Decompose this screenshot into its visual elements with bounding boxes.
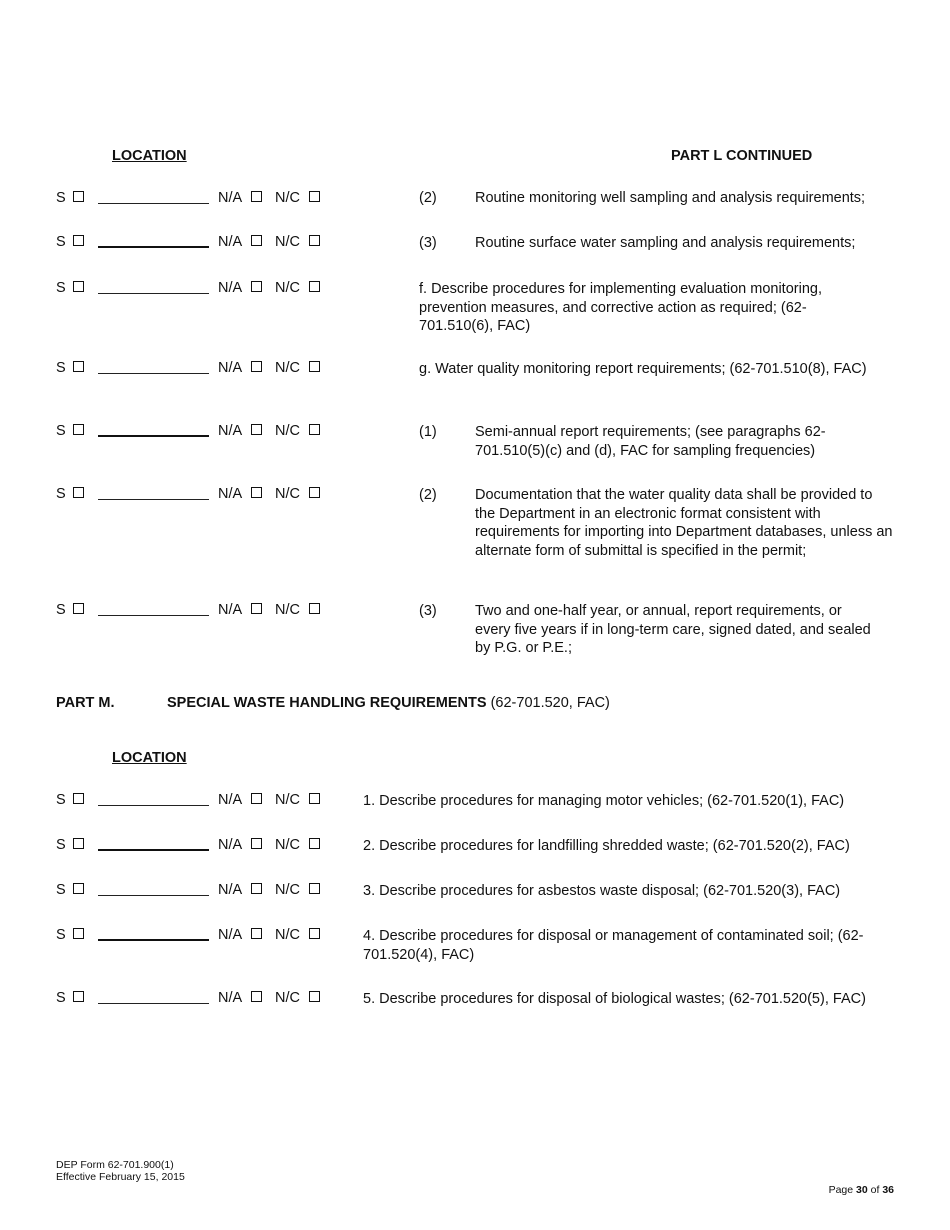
na-checkbox[interactable] (251, 235, 262, 246)
s-checkbox[interactable] (73, 928, 84, 939)
part-m-reference: (62-701.520, FAC) (490, 695, 610, 711)
control-row (56, 233, 336, 253)
item-text: 3. Describe procedures for asbestos waste disposal; (62-701.520(3), FAC) (363, 883, 841, 899)
nc-checkbox[interactable] (309, 928, 320, 939)
location-line[interactable] (98, 805, 209, 806)
control-row (56, 601, 336, 621)
item-number: (3) (419, 603, 437, 619)
nc-checkbox[interactable] (309, 361, 320, 372)
s-label: S (56, 602, 66, 618)
item-text: Routine monitoring well sampling and analysis requirements; (475, 190, 866, 206)
s-checkbox[interactable] (73, 361, 84, 372)
page-of: of (870, 1184, 880, 1196)
nc-label: N/C (275, 234, 300, 250)
location-line[interactable] (98, 373, 209, 374)
page-prefix: Page (828, 1184, 854, 1196)
s-label: S (56, 837, 66, 853)
part-m-title: SPECIAL WASTE HANDLING REQUIREMENTS (167, 695, 487, 711)
s-label: S (56, 234, 66, 250)
na-checkbox[interactable] (251, 838, 262, 849)
s-label: S (56, 927, 66, 943)
nc-checkbox[interactable] (309, 793, 320, 804)
item-text: 4. Describe procedures for disposal or management of contaminated soil; (62-701.520(4), FAC) (363, 928, 864, 963)
na-label: N/A (218, 792, 243, 808)
item-text: Documentation that the water quality data shall be provided to the Department in an electronic format consistent with requirements for importing into Department databases, unless an alternate form of submittal is specified in the permit; (475, 487, 893, 559)
part-m-heading (167, 695, 610, 711)
location-line[interactable] (98, 203, 209, 204)
s-checkbox[interactable] (73, 487, 84, 498)
s-checkbox[interactable] (73, 838, 84, 849)
nc-label: N/C (275, 190, 300, 206)
s-checkbox[interactable] (73, 281, 84, 292)
nc-label: N/C (275, 927, 300, 943)
page-indicator (829, 1184, 894, 1196)
nc-checkbox[interactable] (309, 838, 320, 849)
s-checkbox[interactable] (73, 191, 84, 202)
location-line[interactable] (98, 499, 209, 500)
na-label: N/A (218, 882, 243, 898)
na-label: N/A (218, 190, 243, 206)
na-checkbox[interactable] (251, 424, 262, 435)
nc-checkbox[interactable] (309, 991, 320, 1002)
control-row (56, 989, 336, 1009)
location-line[interactable] (98, 939, 209, 941)
s-checkbox[interactable] (73, 424, 84, 435)
effective-date: Effective February 15, 2015 (56, 1171, 185, 1183)
nc-label: N/C (275, 360, 300, 376)
s-label: S (56, 486, 66, 502)
na-checkbox[interactable] (251, 991, 262, 1002)
location-line[interactable] (98, 849, 209, 851)
nc-checkbox[interactable] (309, 235, 320, 246)
na-label: N/A (218, 990, 243, 1006)
nc-label: N/C (275, 837, 300, 853)
control-row (56, 881, 336, 901)
location-line[interactable] (98, 435, 209, 437)
s-label: S (56, 190, 66, 206)
control-row (56, 836, 336, 856)
page-current: 30 (856, 1184, 868, 1196)
item-text: 2. Describe procedures for landfilling shredded waste; (62-701.520(2), FAC) (363, 838, 850, 854)
location-header: LOCATION (112, 750, 187, 766)
na-label: N/A (218, 280, 243, 296)
nc-checkbox[interactable] (309, 487, 320, 498)
nc-checkbox[interactable] (309, 603, 320, 614)
na-checkbox[interactable] (251, 191, 262, 202)
s-checkbox[interactable] (73, 235, 84, 246)
control-row (56, 359, 336, 379)
na-checkbox[interactable] (251, 361, 262, 372)
na-label: N/A (218, 927, 243, 943)
part-m-label: PART M. (56, 695, 115, 711)
s-label: S (56, 360, 66, 376)
na-checkbox[interactable] (251, 603, 262, 614)
s-label: S (56, 882, 66, 898)
nc-label: N/C (275, 280, 300, 296)
nc-checkbox[interactable] (309, 281, 320, 292)
na-label: N/A (218, 360, 243, 376)
item-text: f. Describe procedures for implementing evaluation monitoring, prevention measures, and corrective action as required; (62-701.510(6), FAC) (419, 281, 822, 334)
nc-label: N/C (275, 602, 300, 618)
control-row (56, 422, 336, 442)
item-text: Two and one-half year, or annual, report requirements, or every five years if in long-term care, signed dated, and sealed by P.G. or P.E.; (475, 603, 871, 656)
item-number: (3) (419, 235, 437, 251)
location-header: LOCATION (112, 148, 187, 164)
s-checkbox[interactable] (73, 793, 84, 804)
s-label: S (56, 792, 66, 808)
nc-checkbox[interactable] (309, 883, 320, 894)
s-checkbox[interactable] (73, 603, 84, 614)
location-line[interactable] (98, 246, 209, 248)
item-text: g. Water quality monitoring report requirements; (62-701.510(8), FAC) (419, 361, 867, 377)
item-number: (2) (419, 190, 437, 206)
control-row (56, 791, 336, 811)
na-checkbox[interactable] (251, 883, 262, 894)
na-checkbox[interactable] (251, 793, 262, 804)
s-checkbox[interactable] (73, 883, 84, 894)
control-row (56, 926, 336, 946)
nc-checkbox[interactable] (309, 424, 320, 435)
nc-label: N/C (275, 423, 300, 439)
location-line[interactable] (98, 1003, 209, 1004)
na-checkbox[interactable] (251, 928, 262, 939)
location-line[interactable] (98, 615, 209, 616)
page-total: 36 (882, 1184, 894, 1196)
s-label: S (56, 280, 66, 296)
s-label: S (56, 990, 66, 1006)
item-text: Routine surface water sampling and analysis requirements; (475, 235, 856, 251)
na-checkbox[interactable] (251, 281, 262, 292)
control-row (56, 279, 336, 299)
na-label: N/A (218, 423, 243, 439)
na-label: N/A (218, 837, 243, 853)
nc-label: N/C (275, 882, 300, 898)
s-label: S (56, 423, 66, 439)
nc-label: N/C (275, 792, 300, 808)
control-row (56, 189, 336, 209)
location-line[interactable] (98, 895, 209, 896)
form-number: DEP Form 62-701.900(1) (56, 1159, 174, 1171)
item-number: (2) (419, 487, 437, 503)
na-checkbox[interactable] (251, 487, 262, 498)
item-number: (1) (419, 424, 437, 440)
na-label: N/A (218, 602, 243, 618)
location-line[interactable] (98, 293, 209, 294)
control-row (56, 485, 336, 505)
na-label: N/A (218, 486, 243, 502)
item-text: 5. Describe procedures for disposal of biological wastes; (62-701.520(5), FAC) (363, 991, 866, 1007)
na-label: N/A (218, 234, 243, 250)
item-text: Semi-annual report requirements; (see paragraphs 62-701.510(5)(c) and (d), FAC for sampling frequencies) (475, 424, 826, 459)
nc-label: N/C (275, 990, 300, 1006)
item-text: 1. Describe procedures for managing motor vehicles; (62-701.520(1), FAC) (363, 793, 845, 809)
nc-label: N/C (275, 486, 300, 502)
part-l-continued-header: PART L CONTINUED (671, 148, 813, 164)
s-checkbox[interactable] (73, 991, 84, 1002)
nc-checkbox[interactable] (309, 191, 320, 202)
